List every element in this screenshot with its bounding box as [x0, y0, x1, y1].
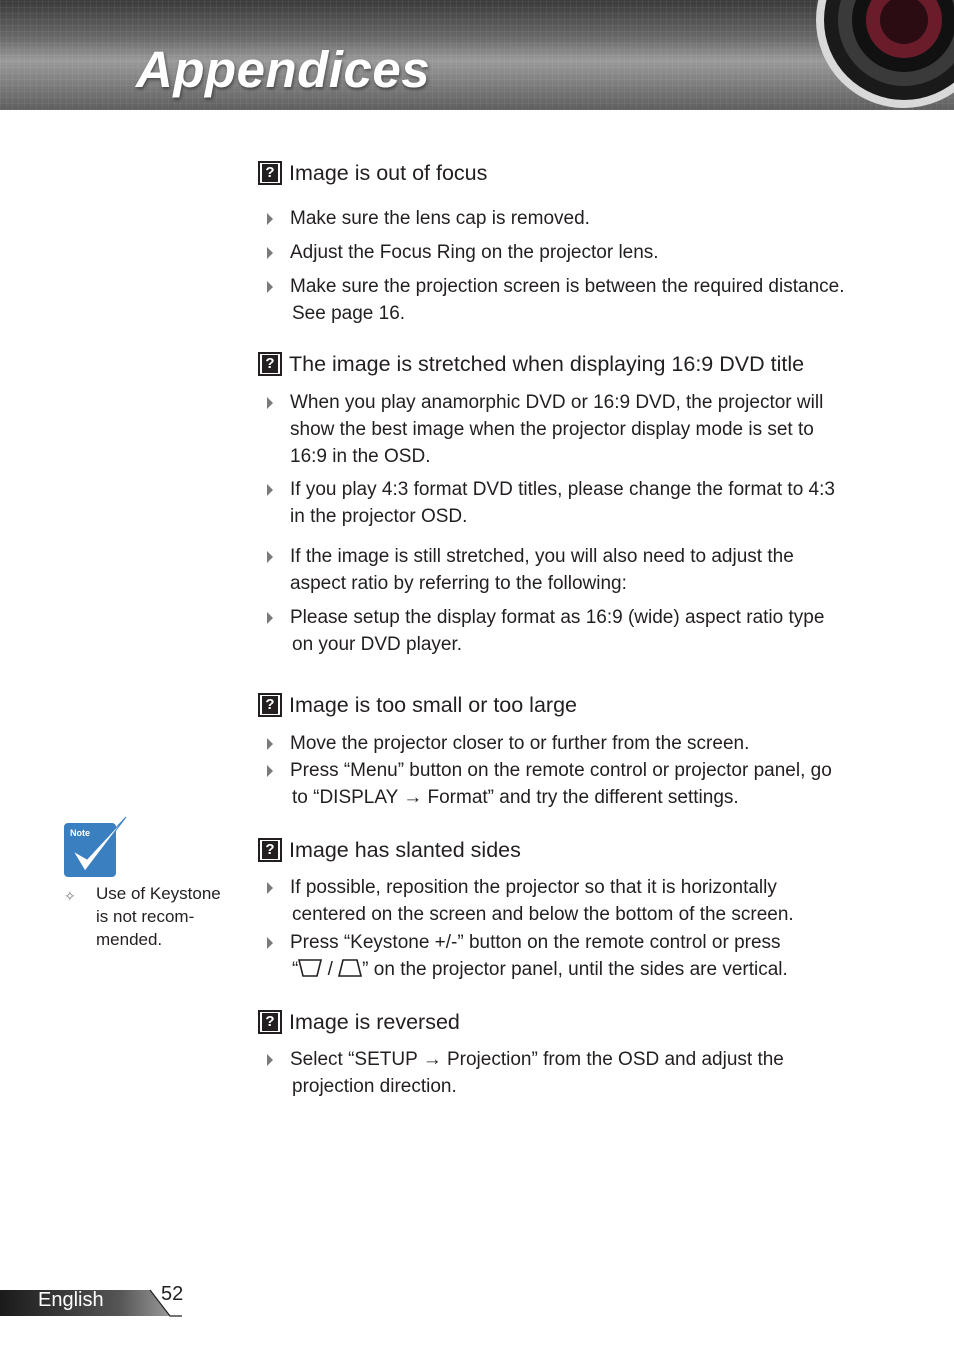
list-item [258, 1046, 898, 1100]
bullet-arrow-icon [267, 765, 273, 777]
note-text [64, 882, 234, 951]
item-text-continued: show the best image when the projector display mode is set to [290, 419, 814, 440]
item-text-continued: ” on the projector panel, until the sides are vertical. [362, 959, 788, 980]
item-text: Press “Keystone +/-” button on the remote control or press [290, 932, 781, 953]
item-text: Move the projector closer to or further from the screen. [290, 733, 750, 754]
section-title: Image is too small or too large [289, 692, 577, 717]
bullet-arrow-icon [267, 937, 273, 949]
item-text-continued: centered on the screen and below the bottom of the screen. [292, 904, 794, 925]
item-text-continued: aspect ratio by referring to the following: [290, 573, 627, 594]
bullet-arrow-icon [267, 247, 273, 259]
item-text: Please setup the display format as 16:9 (wide) aspect ratio type [290, 607, 825, 628]
list-item [258, 205, 898, 232]
item-text-continued: on your DVD player. [292, 634, 463, 655]
section-title: Image has slanted sides [289, 837, 521, 862]
section-title: The image is stretched when displaying 16:9 DVD title [289, 351, 805, 376]
note-line: is not recom- [96, 907, 195, 926]
list-item [258, 604, 898, 658]
list-item [258, 757, 898, 811]
section-size [258, 691, 898, 811]
bullet-arrow-icon [267, 551, 273, 563]
page-header-banner [0, 0, 954, 110]
note-checkmark-icon [63, 815, 129, 881]
section-title: Image is out of focus [289, 160, 488, 185]
item-text-continued: in the projector OSD. [290, 506, 468, 527]
keystone-down-icon [298, 959, 322, 977]
section-out-of-focus [258, 159, 898, 327]
keystone-up-icon [338, 959, 362, 977]
item-text: When you play anamorphic DVD or 16:9 DVD, the projector will [290, 392, 824, 413]
item-text-continued: projection direction. [292, 1076, 457, 1097]
item-text: Adjust the Focus Ring on the projector lens. [290, 242, 659, 263]
item-text: Select “SETUP → Projection” from the OSD and adjust the [290, 1049, 784, 1070]
list-item [258, 874, 898, 928]
bullet-arrow-icon [267, 738, 273, 750]
question-icon: ? [258, 838, 282, 862]
note-line: mended. [96, 930, 163, 949]
list-item [258, 929, 898, 983]
note-bullet-icon: ✧ [64, 888, 76, 904]
question-icon: ? [258, 161, 282, 185]
bullet-arrow-icon [267, 213, 273, 225]
list-item [258, 543, 898, 597]
question-icon: ? [258, 1010, 282, 1034]
item-text-continued: See page 16. [292, 303, 406, 324]
item-text: If the image is still stretched, you will also need to adjust the [290, 546, 794, 567]
bullet-arrow-icon [267, 484, 273, 496]
projector-lens-graphic [814, 0, 954, 110]
item-text-continued: 16:9 in the OSD. [290, 446, 431, 467]
item-text: Press “Menu” button on the remote control or projector panel, go [290, 760, 832, 781]
note-line: Use of Keystone [96, 884, 221, 903]
list-item [258, 730, 898, 757]
item-text: If possible, reposition the projector so that it is horizontally [290, 877, 777, 898]
section-slanted-sides [258, 836, 898, 983]
item-text: Make sure the projection screen is between the required distance. [290, 276, 845, 297]
bullet-arrow-icon [267, 397, 273, 409]
section-reversed [258, 1008, 898, 1100]
item-text-continued: to “DISPLAY → Format” and try the different settings. [292, 787, 739, 808]
bullet-arrow-icon [267, 612, 273, 624]
bullet-arrow-icon [267, 1054, 273, 1066]
list-item [258, 389, 898, 470]
page-number: 52 [161, 1283, 184, 1305]
question-icon: ? [258, 693, 282, 717]
footer-language: English [38, 1289, 104, 1311]
item-text-continued: / [322, 959, 339, 980]
page-title: Appendices [136, 41, 431, 98]
item-text: If you play 4:3 format DVD titles, please change the format to 4:3 [290, 479, 835, 500]
bullet-arrow-icon [267, 281, 273, 293]
note-label: Note [70, 828, 90, 838]
section-stretched-image [258, 350, 898, 658]
question-icon: ? [258, 352, 282, 376]
list-item [258, 239, 898, 266]
bullet-arrow-icon [267, 882, 273, 894]
list-item [258, 273, 898, 327]
list-item [258, 476, 898, 530]
item-text-continued: “ [292, 959, 299, 980]
section-title: Image is reversed [289, 1009, 460, 1034]
item-text: Make sure the lens cap is removed. [290, 208, 590, 229]
